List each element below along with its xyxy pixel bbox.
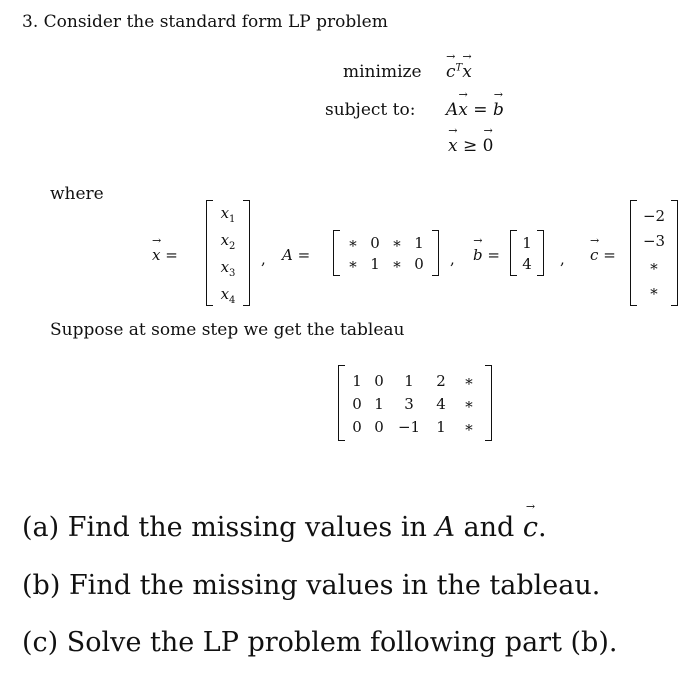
b-vector-symbol: → b — [493, 100, 504, 120]
part-a-label: (a) — [22, 512, 60, 543]
part-a-period: . — [538, 512, 547, 543]
c-vector-symbol: → c — [523, 512, 538, 543]
b-entry: 1 — [522, 233, 532, 252]
comma: , — [261, 250, 266, 268]
A-entry: ∗ — [347, 233, 359, 252]
tableau-intro: Suppose at some step we get the tableau — [50, 320, 405, 340]
part-c — [22, 627, 617, 658]
part-a-and: and — [463, 512, 515, 543]
comma: , — [450, 250, 455, 268]
A-def-lhs — [282, 246, 310, 264]
b-vector-symbol: → b — [473, 246, 483, 264]
tableau-cell: 1 — [352, 371, 362, 390]
x-vector-symbol: → x — [152, 246, 160, 264]
part-c-text: Solve the LP problem following part (b). — [66, 627, 618, 658]
equals-sign: = — [487, 246, 500, 264]
tableau-cell: ∗ — [463, 394, 475, 413]
part-c-label: (c) — [22, 627, 59, 658]
tableau-cell: 0 — [352, 418, 362, 437]
c-entry: ∗ — [648, 257, 660, 276]
A-entry: ∗ — [347, 254, 359, 273]
equals-sign: = — [473, 100, 488, 120]
c-column-vector — [630, 200, 678, 310]
subject-to-label: subject to: — [325, 100, 416, 120]
constraint-equation — [446, 100, 504, 120]
tableau-cell: 0 — [374, 371, 384, 390]
tableau-cell: ∗ — [463, 418, 475, 437]
part-b-text: Find the missing values in the tableau. — [68, 570, 601, 601]
x-entry: $x_4$ — [220, 285, 236, 306]
x-column-vector — [206, 200, 250, 310]
tableau-matrix — [338, 365, 492, 445]
tableau-cell: 2 — [436, 371, 446, 390]
tableau-cell: 0 — [352, 394, 362, 413]
part-b-label: (b) — [22, 570, 61, 601]
A-entry: ∗ — [391, 233, 403, 252]
x-entry: $x_1$ — [220, 204, 236, 225]
A-symbol: A — [446, 100, 459, 120]
nonnegativity-constraint — [448, 136, 493, 156]
c-vector-symbol: → c — [590, 246, 598, 264]
b-def-lhs — [473, 246, 500, 264]
x-entry: $x_3$ — [220, 258, 236, 279]
tableau-cell: 1 — [404, 371, 414, 390]
A-entry: ∗ — [391, 254, 403, 273]
part-b — [22, 570, 600, 601]
tableau-cell: 1 — [436, 418, 446, 437]
x-def-lhs — [152, 246, 178, 264]
part-a-text: Find the missing values in — [67, 512, 427, 543]
c-vector-symbol: → c — [446, 62, 456, 82]
A-symbol: A — [435, 512, 455, 543]
tableau-cell: 1 — [374, 394, 384, 413]
minimize-label: minimize — [343, 62, 422, 82]
A-matrix — [333, 230, 439, 280]
A-symbol: A — [282, 246, 293, 264]
tableau-cell: ∗ — [463, 371, 475, 390]
x-vector-symbol: → x — [462, 62, 472, 82]
tableau-cell: 0 — [374, 418, 384, 437]
equals-sign: = — [297, 246, 311, 264]
equals-sign: = — [165, 246, 178, 264]
A-entry: 1 — [414, 233, 424, 252]
geq-sign: ≥ — [463, 136, 478, 156]
tableau-cell: 3 — [404, 394, 414, 413]
b-entry: 4 — [522, 254, 532, 273]
x-entry: $x_2$ — [220, 231, 236, 252]
x-vector-symbol: → x — [448, 136, 458, 156]
c-entry: −2 — [642, 206, 666, 225]
where-label: where — [50, 184, 104, 204]
c-entry: ∗ — [648, 282, 660, 301]
A-entry: 0 — [370, 233, 380, 252]
objective-expression: → $c^T\to x$ — [446, 62, 472, 82]
problem-heading: 3. Consider the standard form LP problem — [22, 12, 388, 32]
tableau-cell: 4 — [436, 394, 446, 413]
part-a — [22, 512, 547, 543]
c-entry: −3 — [642, 231, 666, 250]
comma: , — [560, 250, 565, 268]
b-column-vector — [510, 230, 544, 280]
A-entry: 0 — [414, 254, 424, 273]
A-entry: 1 — [370, 254, 380, 273]
c-def-lhs — [590, 246, 616, 264]
zero-vector-symbol: → 0 — [483, 136, 494, 156]
tableau-cell: −1 — [397, 418, 421, 437]
x-vector-symbol: → x — [458, 100, 468, 120]
equals-sign: = — [603, 246, 616, 264]
